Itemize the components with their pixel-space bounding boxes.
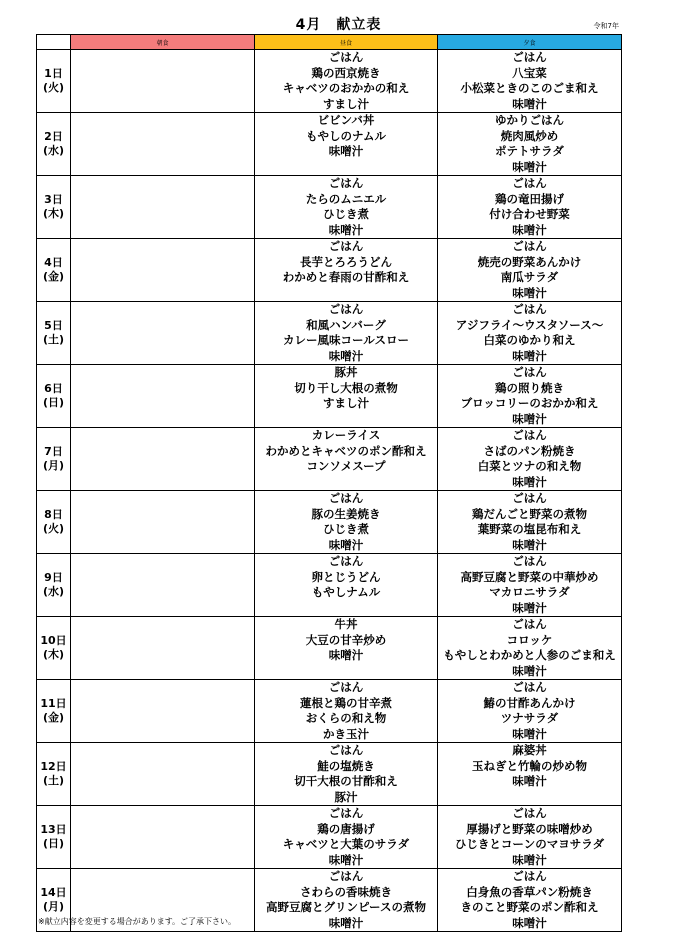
date-cell <box>37 806 71 869</box>
day-number: 13日 <box>40 823 67 836</box>
menu-item: ごはん <box>512 617 547 631</box>
weekday: (水) <box>42 585 65 598</box>
menu-item: 味噌汁 <box>328 537 364 552</box>
menu-item: 味噌汁 <box>512 600 547 615</box>
menu-item: 味噌汁 <box>328 915 364 930</box>
menu-item: 蓮根と鶏の甘辛煮 <box>300 695 392 710</box>
menu-item: 白身魚の香草パン粉焼き <box>466 884 593 899</box>
dinner-cell <box>438 491 622 554</box>
dinner-cell <box>438 617 622 680</box>
menu-table <box>36 34 622 932</box>
dinner-cell <box>438 554 622 617</box>
dinner-cell <box>438 365 622 428</box>
menu-item: 味噌汁 <box>328 222 364 237</box>
menu-item: 鰆の甘酢あんかけ <box>483 695 576 710</box>
table-row <box>37 743 622 806</box>
weekday: (木) <box>42 207 65 220</box>
date-cell <box>37 491 71 554</box>
day-number: 10日 <box>40 634 67 647</box>
menu-item: 葉野菜の塩昆布和え <box>477 522 582 536</box>
menu-item: 味噌汁 <box>512 96 547 111</box>
menu-item: ごはん <box>512 239 547 253</box>
breakfast-cell <box>71 806 255 869</box>
menu-item: 味噌汁 <box>328 852 364 867</box>
menu-item: 味噌汁 <box>512 474 547 489</box>
menu-item: 玉ねぎと竹輪の炒め物 <box>472 758 587 773</box>
date-cell <box>37 428 71 491</box>
menu-item: ひじき煮 <box>323 522 369 536</box>
weekday: (水) <box>42 144 65 157</box>
menu-item: マカロニサラダ <box>489 585 570 599</box>
table-row <box>37 491 622 554</box>
lunch-cell <box>255 743 438 806</box>
day-number: 8日 <box>44 508 63 521</box>
menu-item: ごはん <box>328 806 364 820</box>
table-row <box>37 302 622 365</box>
dinner-cell <box>438 806 622 869</box>
footer-note: ※献立内容を変更する場合があります。ご了承下さい。 <box>38 917 237 926</box>
menu-item: 白菜のゆかり和え <box>483 333 576 347</box>
table-row <box>37 806 622 869</box>
lunch-cell <box>255 491 438 554</box>
menu-item: 厚揚げと野菜の味噌炒め <box>466 821 593 836</box>
menu-item: 味噌汁 <box>512 852 547 867</box>
day-number: 12日 <box>40 760 67 773</box>
menu-item: 和風ハンバーグ <box>306 317 386 332</box>
lunch-cell <box>255 113 438 176</box>
breakfast-cell <box>71 302 255 365</box>
weekday: (月) <box>42 900 65 913</box>
breakfast-cell <box>71 680 255 743</box>
table-row <box>37 617 622 680</box>
menu-item: 切り干し大根の煮物 <box>294 380 398 395</box>
weekday: (土) <box>42 774 65 787</box>
lunch-cell <box>255 50 438 113</box>
menu-item: アジフライ～ウスタソース～ <box>455 317 604 332</box>
weekday: (日) <box>42 396 65 409</box>
menu-item: ごはん <box>512 365 547 379</box>
menu-item: 麻婆丼 <box>512 743 547 757</box>
table-row <box>37 428 622 491</box>
menu-item: さばのパン粉焼き <box>483 443 576 458</box>
menu-item: 長芋とろろうどん <box>300 254 392 269</box>
menu-item: 大豆の甘辛炒め <box>305 632 387 647</box>
dinner-cell <box>438 302 622 365</box>
menu-item: ごはん <box>512 491 547 505</box>
menu-item: 味噌汁 <box>512 537 547 552</box>
dinner-cell <box>438 113 622 176</box>
day-number: 7日 <box>44 445 63 458</box>
breakfast-cell <box>71 743 255 806</box>
weekday: (日) <box>42 837 65 850</box>
menu-item: 味噌汁 <box>328 348 364 363</box>
dinner-column-header: 夕食 <box>438 35 622 50</box>
menu-item: コンソメスープ <box>306 459 386 473</box>
menu-item: キャベツと大葉のサラダ <box>282 837 410 851</box>
menu-item: たらのムニエル <box>305 191 387 206</box>
date-cell <box>37 113 71 176</box>
dinner-cell <box>438 743 622 806</box>
menu-item: 小松菜ときのこのごま和え <box>460 81 599 95</box>
breakfast-cell <box>71 113 255 176</box>
dinner-cell <box>438 680 622 743</box>
menu-item: ごはん <box>512 680 547 694</box>
menu-item: ごはん <box>328 743 364 757</box>
dinner-cell <box>438 50 622 113</box>
menu-item: 味噌汁 <box>512 915 547 930</box>
menu-item: 牛丼 <box>334 617 358 631</box>
menu-item: ツナサラダ <box>500 711 559 725</box>
menu-item: 高野豆腐と野菜の中華炒め <box>460 569 599 584</box>
lunch-cell <box>255 869 438 932</box>
menu-item: 豚丼 <box>334 365 358 379</box>
menu-item: 鶏だんごと野菜の煮物 <box>472 506 587 521</box>
date-cell <box>37 365 71 428</box>
menu-item: ポテトサラダ <box>495 144 564 158</box>
menu-item: すまし汁 <box>323 96 369 111</box>
date-cell <box>37 554 71 617</box>
menu-item: ゆかりごはん <box>495 113 564 127</box>
menu-item: 味噌汁 <box>512 285 547 300</box>
menu-item: 鮭の塩焼き <box>317 758 375 773</box>
menu-item: ごはん <box>512 869 547 883</box>
menu-item: ごはん <box>512 176 547 190</box>
menu-item: かき玉汁 <box>323 726 369 741</box>
menu-item: ひじき煮 <box>323 207 369 221</box>
date-cell <box>37 239 71 302</box>
menu-item: 鶏の照り焼き <box>495 380 564 395</box>
menu-item: 卵とじうどん <box>311 569 381 584</box>
day-number: 11日 <box>40 697 67 710</box>
menu-item: もやしのナムル <box>306 128 386 143</box>
day-number: 3日 <box>44 193 63 206</box>
menu-item: 鶏の竜田揚げ <box>495 191 564 206</box>
menu-item: ごはん <box>512 428 547 442</box>
menu-item: 焼売の野菜あんかけ <box>477 254 582 269</box>
menu-item: ごはん <box>512 302 547 316</box>
menu-body <box>37 50 622 932</box>
lunch-cell <box>255 176 438 239</box>
table-row <box>37 50 622 113</box>
era-label: 令和7年 <box>593 22 619 30</box>
table-row <box>37 365 622 428</box>
menu-item: わかめと春雨の甘酢和え <box>282 270 410 284</box>
menu-item: 白菜とツナの和え物 <box>477 459 582 473</box>
menu-item: ごはん <box>328 869 364 883</box>
menu-item: ごはん <box>328 680 364 694</box>
menu-item: 味噌汁 <box>512 222 547 237</box>
breakfast-cell <box>71 428 255 491</box>
breakfast-cell <box>71 176 255 239</box>
menu-item: もやしとわかめと人参のごま和え <box>443 648 616 662</box>
menu-item: ひじきとコーンのマヨサラダ <box>454 837 605 851</box>
table-row <box>37 239 622 302</box>
lunch-cell <box>255 680 438 743</box>
menu-item: 豚の生姜焼き <box>311 506 381 521</box>
menu-item: 味噌汁 <box>512 159 547 174</box>
dinner-cell <box>438 239 622 302</box>
dinner-cell <box>438 428 622 491</box>
menu-item: 味噌汁 <box>512 348 547 363</box>
menu-item: ごはん <box>328 50 364 64</box>
menu-item: カレー風味コールスロー <box>283 333 409 347</box>
menu-item: 味噌汁 <box>512 411 547 426</box>
date-column-header <box>37 35 71 50</box>
lunch-cell <box>255 365 438 428</box>
breakfast-cell <box>71 554 255 617</box>
lunch-cell <box>255 428 438 491</box>
table-row <box>37 176 622 239</box>
weekday: (金) <box>42 270 65 283</box>
menu-item: ごはん <box>512 806 547 820</box>
table-row <box>37 113 622 176</box>
date-cell <box>37 617 71 680</box>
menu-item: キャベツのおかかの和え <box>282 81 410 95</box>
lunch-cell <box>255 302 438 365</box>
menu-item: すまし汁 <box>323 396 369 410</box>
menu-item: 南瓜サラダ <box>500 270 559 284</box>
menu-item: ごはん <box>328 302 364 316</box>
day-number: 9日 <box>44 571 63 584</box>
header-row <box>37 35 622 50</box>
menu-item: わかめとキャベツのポン酢和え <box>265 443 427 458</box>
lunch-cell <box>255 554 438 617</box>
day-number: 4日 <box>44 256 63 269</box>
menu-item: おくらの和え物 <box>305 711 387 725</box>
page-title: 4月 献立表 <box>295 17 382 33</box>
table-row <box>37 554 622 617</box>
menu-item: 焼肉風炒め <box>500 128 559 143</box>
breakfast-cell <box>71 617 255 680</box>
lunch-cell <box>255 617 438 680</box>
menu-item: ごはん <box>328 239 364 253</box>
menu-item: ごはん <box>328 491 364 505</box>
menu-item: もやしナムル <box>311 585 381 599</box>
menu-item: 味噌汁 <box>328 648 364 662</box>
day-number: 1日 <box>44 67 63 80</box>
day-number: 14日 <box>40 886 67 899</box>
breakfast-cell <box>71 50 255 113</box>
day-number: 5日 <box>44 319 63 332</box>
lunch-cell <box>255 806 438 869</box>
menu-item: コロッケ <box>506 632 553 647</box>
menu-item: ビビンバ丼 <box>317 113 375 127</box>
breakfast-cell <box>71 365 255 428</box>
menu-item: きのこと野菜のポン酢和え <box>460 900 599 914</box>
date-cell <box>37 680 71 743</box>
menu-item: さわらの香味焼き <box>300 884 392 899</box>
menu-item: 八宝菜 <box>512 65 547 80</box>
day-number: 6日 <box>44 382 63 395</box>
breakfast-cell <box>71 491 255 554</box>
menu-item: ブロッコリーのおかか和え <box>460 396 599 410</box>
breakfast-cell <box>71 239 255 302</box>
weekday: (金) <box>42 711 65 724</box>
menu-item: ごはん <box>512 50 547 64</box>
breakfast-column-header: 朝食 <box>71 35 255 50</box>
date-cell <box>37 743 71 806</box>
table-row <box>37 680 622 743</box>
weekday: (土) <box>42 333 65 346</box>
menu-item: ごはん <box>328 554 364 568</box>
date-cell <box>37 176 71 239</box>
dinner-cell <box>438 176 622 239</box>
menu-item: 付け合わせ野菜 <box>489 207 570 221</box>
menu-item: 鶏の唐揚げ <box>317 821 375 836</box>
weekday: (火) <box>42 81 65 94</box>
menu-item: 高野豆腐とグリンピースの煮物 <box>266 900 426 914</box>
weekday: (月) <box>42 459 65 472</box>
menu-item: 味噌汁 <box>328 144 364 158</box>
day-number: 2日 <box>44 130 63 143</box>
lunch-column-header: 昼食 <box>255 35 438 50</box>
weekday: (木) <box>42 648 65 661</box>
menu-item: 鶏の西京焼き <box>311 65 381 80</box>
dinner-cell <box>438 869 622 932</box>
menu-item: ごはん <box>512 554 547 568</box>
menu-item: 味噌汁 <box>512 774 547 788</box>
date-cell <box>37 302 71 365</box>
weekday: (火) <box>42 522 65 535</box>
menu-item: カレーライス <box>311 428 381 442</box>
menu-item: ごはん <box>328 176 364 190</box>
menu-item: 豚汁 <box>334 789 358 804</box>
date-cell <box>37 50 71 113</box>
lunch-cell <box>255 239 438 302</box>
menu-item: 味噌汁 <box>512 726 547 741</box>
menu-item: 味噌汁 <box>512 663 547 678</box>
menu-item: 切干大根の甘酢和え <box>294 774 398 788</box>
